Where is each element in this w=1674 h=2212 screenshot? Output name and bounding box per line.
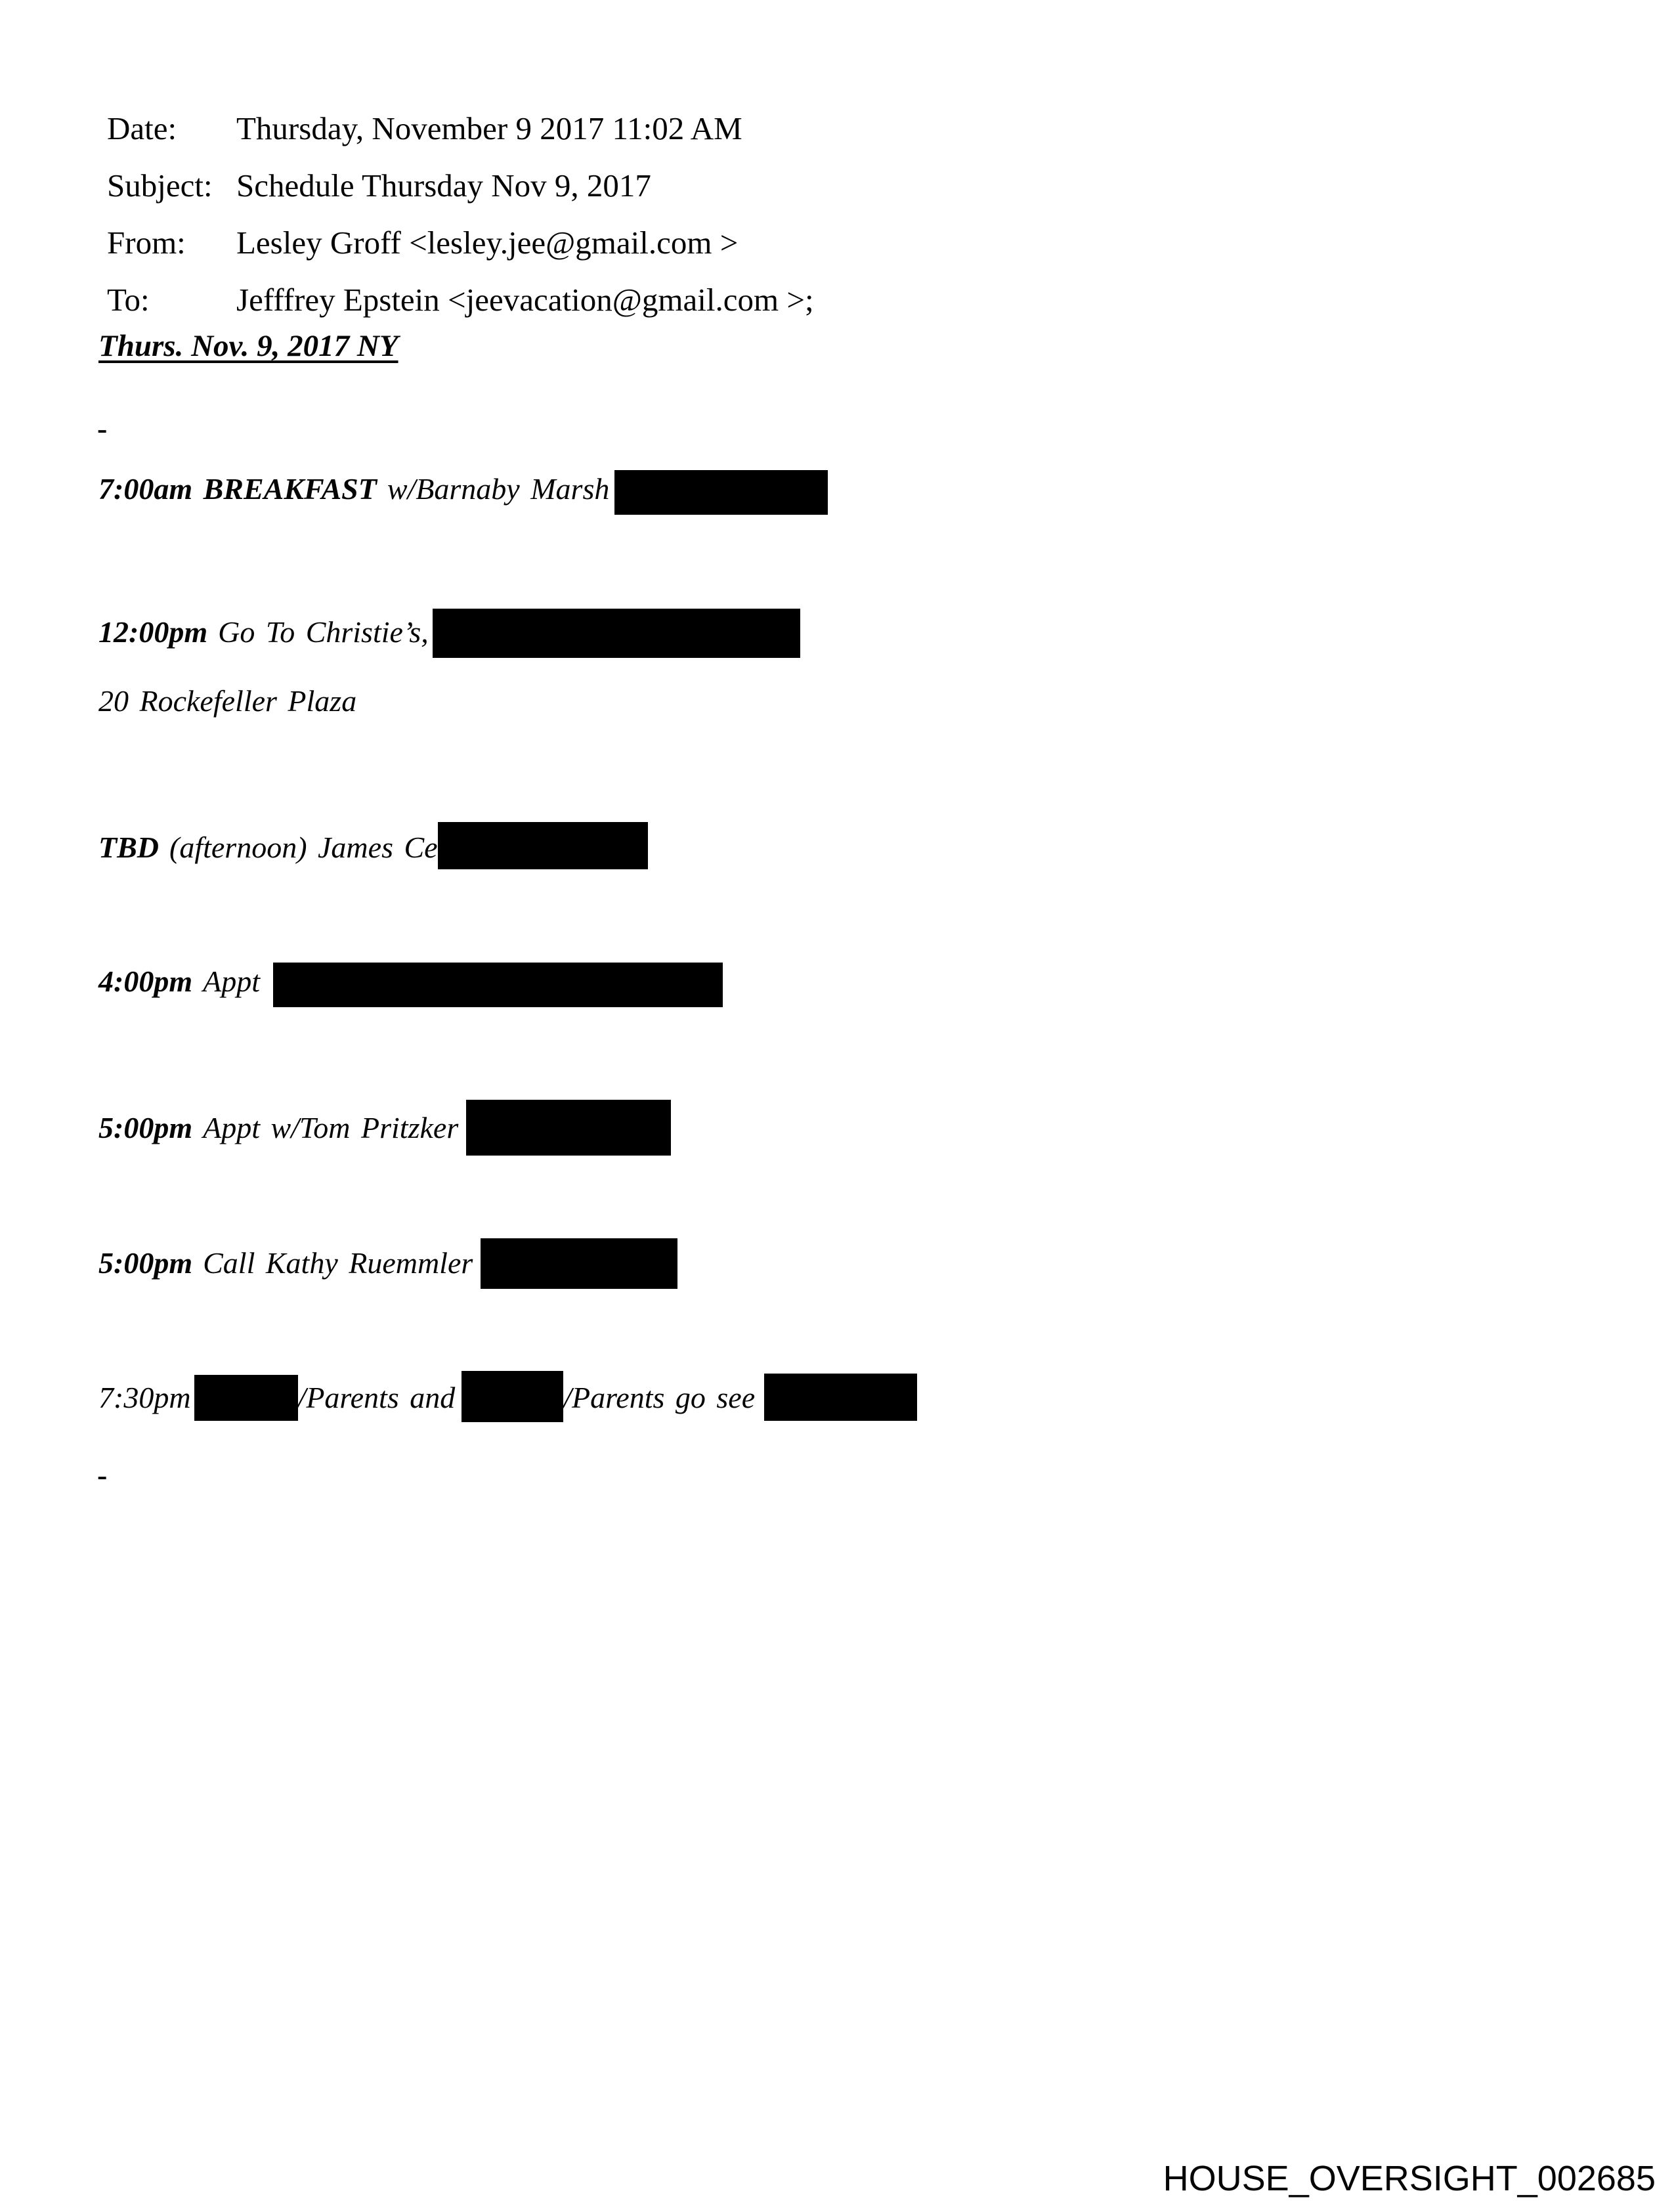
redaction-box [194, 1375, 298, 1421]
header-value-date: Thursday, November 9 2017 11:02 AM [236, 110, 742, 146]
header-value-subject: Schedule Thursday Nov 9, 2017 [236, 167, 651, 204]
item-text: Appt w/Tom Pritzker [203, 1111, 459, 1144]
separator-dash-bottom: - [97, 1458, 108, 1492]
schedule-item-breakfast [98, 469, 828, 515]
item-text: w/Barnaby Marsh [387, 472, 610, 506]
redaction-box [433, 609, 800, 658]
item-text: /Parents and [297, 1381, 456, 1414]
item-time: TBD [98, 831, 159, 864]
redaction-box [481, 1238, 677, 1289]
header-row-from [107, 214, 814, 271]
header-value-from: Lesley Groff <lesley.jee@gmail.com > [236, 225, 739, 261]
schedule-item-christies [98, 609, 800, 658]
item-time: 5:00pm [98, 1246, 193, 1280]
email-header [107, 100, 814, 328]
schedule-item-evening [98, 1371, 917, 1422]
schedule-heading: Thurs. Nov. 9, 2017 NY [98, 329, 398, 363]
header-value-to: Jefffrey Epstein <jeevacation@gmail.com >; [236, 282, 814, 318]
header-row-subject [107, 157, 814, 214]
item-time: 5:00pm [98, 1111, 193, 1144]
schedule-item-4pm-appt [98, 962, 723, 1007]
redaction-box [461, 1371, 563, 1422]
header-row-date [107, 100, 814, 157]
schedule-item-tbd [98, 822, 648, 869]
redaction-box [614, 470, 828, 515]
item-text: Appt [203, 965, 260, 998]
item-text: Go To Christie’s, [218, 615, 429, 649]
item-text: (afternoon) James Ce [169, 831, 438, 864]
schedule-item-pritzker [98, 1100, 671, 1156]
redaction-box [438, 822, 648, 869]
redaction-box [466, 1100, 671, 1156]
address-line: 20 Rockefeller Plaza [98, 684, 357, 718]
item-time: 4:00pm [98, 965, 193, 998]
bates-number: HOUSE_OVERSIGHT_002685 [1163, 2159, 1656, 2198]
header-label-date: Date: [107, 110, 177, 146]
item-text: Call Kathy Ruemmler [203, 1246, 473, 1280]
item-time: 7:00am BREAKFAST [98, 472, 377, 506]
header-label-from: From: [107, 225, 186, 261]
separator-dash-top: - [97, 412, 108, 445]
redaction-box [764, 1374, 917, 1421]
item-time: 7:30pm [98, 1381, 191, 1414]
header-row-to [107, 271, 814, 328]
item-text: /Parents go see [563, 1381, 756, 1414]
header-label-subject: Subject: [107, 167, 213, 204]
header-label-to: To: [107, 282, 150, 318]
schedule-item-ruemmler [98, 1238, 677, 1289]
redaction-box [273, 963, 723, 1007]
item-time: 12:00pm [98, 615, 208, 649]
